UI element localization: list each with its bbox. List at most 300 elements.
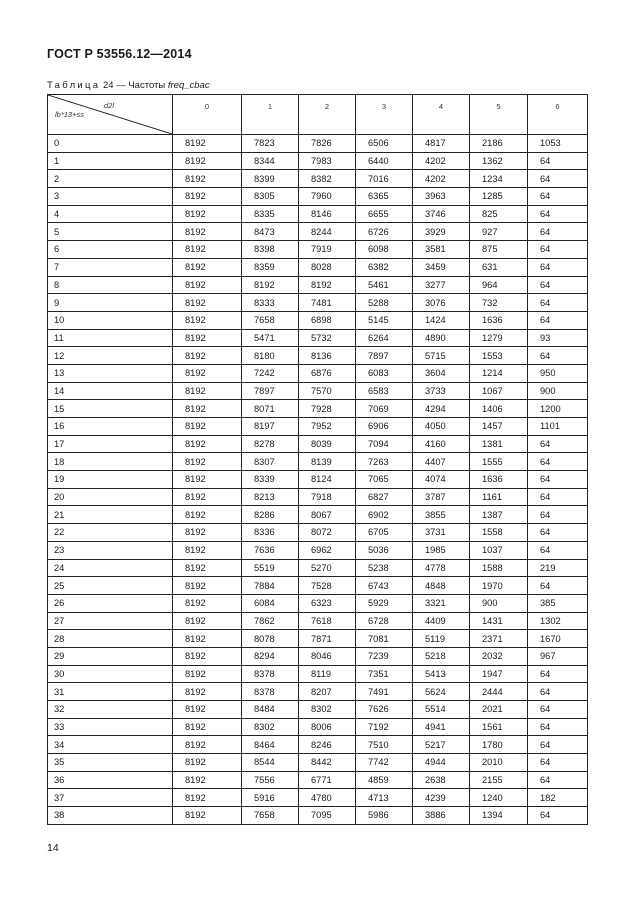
value-cell: 6705 [356,524,413,542]
value-cell: 4944 [413,754,470,772]
value-cell: 3787 [413,488,470,506]
value-cell: 5519 [242,559,299,577]
row-label-cell: 37 [48,789,173,807]
value-cell: 7510 [356,736,413,754]
value-cell: 7871 [299,630,356,648]
value-cell: 5238 [356,559,413,577]
value-cell: 8192 [173,718,242,736]
value-cell: 5916 [242,789,299,807]
table-row [48,807,588,825]
value-cell: 8192 [173,701,242,719]
table-row [48,223,588,241]
value-cell: 8192 [173,488,242,506]
value-cell: 7952 [299,418,356,436]
row-label-cell: 28 [48,630,173,648]
value-cell: 1037 [470,541,528,559]
value-cell: 8006 [299,718,356,736]
value-cell: 8192 [173,559,242,577]
value-cell: 8180 [242,347,299,365]
table-row [48,541,588,559]
value-cell: 64 [528,311,588,329]
value-cell: 64 [528,294,588,312]
value-cell: 8046 [299,647,356,665]
value-cell: 6098 [356,241,413,259]
value-cell: 8192 [173,754,242,772]
value-cell: 1279 [470,329,528,347]
value-cell: 8333 [242,294,299,312]
value-cell: 8067 [299,506,356,524]
table-row [48,683,588,701]
value-cell: 8305 [242,188,299,206]
value-cell: 7823 [242,135,299,153]
value-cell: 3855 [413,506,470,524]
value-cell: 7884 [242,577,299,595]
table-row [48,347,588,365]
value-cell: 4859 [356,771,413,789]
value-cell: 7556 [242,771,299,789]
value-cell: 5217 [413,736,470,754]
value-cell: 5270 [299,559,356,577]
value-cell: 1161 [470,488,528,506]
value-cell: 8192 [173,506,242,524]
table-row [48,418,588,436]
value-cell: 2638 [413,771,470,789]
value-cell: 1200 [528,400,588,418]
value-cell: 8307 [242,453,299,471]
value-cell: 7918 [299,488,356,506]
value-cell: 6902 [356,506,413,524]
column-header: 5 [470,95,528,135]
value-cell: 6506 [356,135,413,153]
value-cell: 7094 [356,435,413,453]
value-cell: 2010 [470,754,528,772]
value-cell: 7928 [299,400,356,418]
table-row [48,701,588,719]
value-cell: 8039 [299,435,356,453]
table-body [48,135,588,825]
value-cell: 5732 [299,329,356,347]
value-cell: 64 [528,347,588,365]
value-cell: 93 [528,329,588,347]
value-cell: 6583 [356,382,413,400]
value-cell: 1053 [528,135,588,153]
value-cell: 6083 [356,364,413,382]
value-cell: 4941 [413,718,470,736]
row-label-cell: 12 [48,347,173,365]
value-cell: 7618 [299,612,356,630]
value-cell: 8192 [173,771,242,789]
value-cell: 6084 [242,594,299,612]
value-cell: 8192 [173,577,242,595]
value-cell: 4848 [413,577,470,595]
table-row [48,241,588,259]
table-row [48,559,588,577]
value-cell: 182 [528,789,588,807]
table-row [48,170,588,188]
value-cell: 3581 [413,241,470,259]
value-cell: 64 [528,665,588,683]
value-cell: 64 [528,718,588,736]
value-cell: 8192 [173,276,242,294]
value-cell: 7862 [242,612,299,630]
value-cell: 8192 [173,612,242,630]
value-cell: 1636 [470,471,528,489]
row-label-cell: 31 [48,683,173,701]
table-row [48,400,588,418]
value-cell: 8213 [242,488,299,506]
table-row [48,294,588,312]
value-cell: 5471 [242,329,299,347]
value-cell: 950 [528,364,588,382]
value-cell: 8442 [299,754,356,772]
value-cell: 964 [470,276,528,294]
value-cell: 8192 [173,453,242,471]
value-cell: 8192 [173,329,242,347]
table-row [48,311,588,329]
value-cell: 8484 [242,701,299,719]
value-cell: 8192 [173,241,242,259]
value-cell: 4202 [413,170,470,188]
table-row [48,630,588,648]
value-cell: 8302 [299,701,356,719]
value-cell: 4409 [413,612,470,630]
value-cell: 1561 [470,718,528,736]
value-cell: 6771 [299,771,356,789]
table-row [48,506,588,524]
value-cell: 6655 [356,205,413,223]
value-cell: 8192 [173,188,242,206]
row-label-cell: 24 [48,559,173,577]
value-cell: 2186 [470,135,528,153]
value-cell: 6898 [299,311,356,329]
table-row [48,647,588,665]
row-label-cell: 35 [48,754,173,772]
value-cell: 4817 [413,135,470,153]
value-cell: 5288 [356,294,413,312]
value-cell: 8078 [242,630,299,648]
value-cell: 1947 [470,665,528,683]
table-row [48,771,588,789]
value-cell: 7481 [299,294,356,312]
column-header: 4 [413,95,470,135]
table-row [48,594,588,612]
value-cell: 64 [528,471,588,489]
table-row [48,665,588,683]
value-cell: 64 [528,541,588,559]
table-row [48,577,588,595]
value-cell: 64 [528,524,588,542]
value-cell: 3746 [413,205,470,223]
value-cell: 8136 [299,347,356,365]
value-cell: 8192 [299,276,356,294]
value-cell: 7491 [356,683,413,701]
value-cell: 1234 [470,170,528,188]
value-cell: 64 [528,807,588,825]
value-cell: 64 [528,453,588,471]
value-cell: 7658 [242,311,299,329]
value-cell: 7239 [356,647,413,665]
row-label-cell: 26 [48,594,173,612]
row-label-cell: 6 [48,241,173,259]
value-cell: 1970 [470,577,528,595]
value-cell: 6440 [356,152,413,170]
row-label-cell: 9 [48,294,173,312]
value-cell: 825 [470,205,528,223]
row-label-cell: 19 [48,471,173,489]
value-cell: 5929 [356,594,413,612]
value-cell: 7242 [242,364,299,382]
value-cell: 8399 [242,170,299,188]
row-label-cell: 17 [48,435,173,453]
document-header: ГОСТ Р 53556.12—2014 [47,47,192,61]
value-cell: 8192 [173,152,242,170]
value-cell: 7570 [299,382,356,400]
value-cell: 8192 [173,400,242,418]
column-header: 6 [528,95,588,135]
value-cell: 64 [528,683,588,701]
value-cell: 875 [470,241,528,259]
value-cell: 385 [528,594,588,612]
value-cell: 8071 [242,400,299,418]
value-cell: 5986 [356,807,413,825]
row-label-cell: 8 [48,276,173,294]
row-label-cell: 29 [48,647,173,665]
value-cell: 5036 [356,541,413,559]
corner-bottom-label: lb*13+ss [55,110,84,119]
value-cell: 64 [528,258,588,276]
row-label-cell: 38 [48,807,173,825]
table-row [48,718,588,736]
row-label-cell: 13 [48,364,173,382]
value-cell: 7065 [356,471,413,489]
value-cell: 6726 [356,223,413,241]
value-cell: 8398 [242,241,299,259]
table-row [48,471,588,489]
table-row [48,329,588,347]
value-cell: 1457 [470,418,528,436]
value-cell: 7658 [242,807,299,825]
table-row [48,152,588,170]
table-row [48,276,588,294]
value-cell: 2444 [470,683,528,701]
value-cell: 7897 [242,382,299,400]
value-cell: 1067 [470,382,528,400]
value-cell: 64 [528,701,588,719]
value-cell: 64 [528,736,588,754]
row-label-cell: 16 [48,418,173,436]
table-row [48,135,588,153]
value-cell: 1387 [470,506,528,524]
value-cell: 3321 [413,594,470,612]
value-cell: 8192 [173,789,242,807]
value-cell: 1555 [470,453,528,471]
value-cell: 7192 [356,718,413,736]
value-cell: 1302 [528,612,588,630]
value-cell: 8192 [173,294,242,312]
value-cell: 8294 [242,647,299,665]
column-header: 3 [356,95,413,135]
table-row [48,736,588,754]
column-header: 0 [173,95,242,135]
value-cell: 3731 [413,524,470,542]
row-label-cell: 22 [48,524,173,542]
table-row [48,789,588,807]
value-cell: 3076 [413,294,470,312]
table-row [48,754,588,772]
corner-cell [48,95,173,135]
value-cell: 4294 [413,400,470,418]
value-cell: 5514 [413,701,470,719]
value-cell: 1553 [470,347,528,365]
caption-text: 24 — Частоты [100,80,168,91]
row-label-cell: 14 [48,382,173,400]
value-cell: 1285 [470,188,528,206]
caption-variable: freq_cbac [167,80,210,91]
value-cell: 8192 [173,418,242,436]
value-cell: 7351 [356,665,413,683]
value-cell: 8336 [242,524,299,542]
value-cell: 8192 [173,364,242,382]
value-cell: 4778 [413,559,470,577]
value-cell: 64 [528,170,588,188]
value-cell: 8473 [242,223,299,241]
value-cell: 2155 [470,771,528,789]
value-cell: 4407 [413,453,470,471]
value-cell: 3277 [413,276,470,294]
value-cell: 6323 [299,594,356,612]
value-cell: 4050 [413,418,470,436]
value-cell: 5715 [413,347,470,365]
value-cell: 8028 [299,258,356,276]
table-row [48,188,588,206]
value-cell: 3886 [413,807,470,825]
row-label-cell: 27 [48,612,173,630]
value-cell: 219 [528,559,588,577]
value-cell: 8286 [242,506,299,524]
value-cell: 8382 [299,170,356,188]
value-cell: 1636 [470,311,528,329]
table-row [48,524,588,542]
table-row [48,435,588,453]
value-cell: 900 [528,382,588,400]
value-cell: 8192 [173,630,242,648]
value-cell: 7263 [356,453,413,471]
value-cell: 1558 [470,524,528,542]
value-cell: 3929 [413,223,470,241]
value-cell: 8378 [242,665,299,683]
caption-word: Таблица [47,80,101,91]
row-label-cell: 11 [48,329,173,347]
value-cell: 6365 [356,188,413,206]
row-label-cell: 25 [48,577,173,595]
value-cell: 5218 [413,647,470,665]
row-label-cell: 18 [48,453,173,471]
value-cell: 8139 [299,453,356,471]
value-cell: 1362 [470,152,528,170]
row-label-cell: 33 [48,718,173,736]
value-cell: 8339 [242,471,299,489]
value-cell: 1381 [470,435,528,453]
value-cell: 64 [528,276,588,294]
value-cell: 8207 [299,683,356,701]
value-cell: 8072 [299,524,356,542]
value-cell: 1985 [413,541,470,559]
value-cell: 3459 [413,258,470,276]
value-cell: 64 [528,188,588,206]
value-cell: 8378 [242,683,299,701]
value-cell: 8246 [299,736,356,754]
value-cell: 4239 [413,789,470,807]
value-cell: 64 [528,435,588,453]
value-cell: 8192 [173,135,242,153]
column-header: 2 [299,95,356,135]
value-cell: 8192 [173,347,242,365]
value-cell: 8464 [242,736,299,754]
row-label-cell: 1 [48,152,173,170]
value-cell: 8192 [173,807,242,825]
column-header: 1 [242,95,299,135]
value-cell: 4713 [356,789,413,807]
value-cell: 6743 [356,577,413,595]
value-cell: 8192 [173,541,242,559]
value-cell: 8124 [299,471,356,489]
row-label-cell: 10 [48,311,173,329]
value-cell: 6827 [356,488,413,506]
value-cell: 8197 [242,418,299,436]
value-cell: 3604 [413,364,470,382]
value-cell: 7069 [356,400,413,418]
value-cell: 8192 [173,311,242,329]
value-cell: 64 [528,506,588,524]
value-cell: 1406 [470,400,528,418]
value-cell: 5119 [413,630,470,648]
value-cell: 2371 [470,630,528,648]
row-label-cell: 32 [48,701,173,719]
value-cell: 7919 [299,241,356,259]
value-cell: 8119 [299,665,356,683]
table-row [48,382,588,400]
value-cell: 8192 [173,524,242,542]
value-cell: 6876 [299,364,356,382]
value-cell: 64 [528,577,588,595]
value-cell: 967 [528,647,588,665]
value-cell: 8192 [173,170,242,188]
value-cell: 6264 [356,329,413,347]
value-cell: 64 [528,152,588,170]
row-label-cell: 2 [48,170,173,188]
value-cell: 8192 [173,435,242,453]
value-cell: 4890 [413,329,470,347]
value-cell: 7528 [299,577,356,595]
value-cell: 1214 [470,364,528,382]
value-cell: 4780 [299,789,356,807]
row-label-cell: 7 [48,258,173,276]
value-cell: 8359 [242,258,299,276]
value-cell: 7095 [299,807,356,825]
value-cell: 8335 [242,205,299,223]
value-cell: 6728 [356,612,413,630]
row-label-cell: 15 [48,400,173,418]
value-cell: 8146 [299,205,356,223]
value-cell: 2021 [470,701,528,719]
value-cell: 8192 [173,205,242,223]
value-cell: 2032 [470,647,528,665]
value-cell: 1424 [413,311,470,329]
value-cell: 4160 [413,435,470,453]
value-cell: 64 [528,754,588,772]
value-cell: 8302 [242,718,299,736]
row-label-cell: 30 [48,665,173,683]
